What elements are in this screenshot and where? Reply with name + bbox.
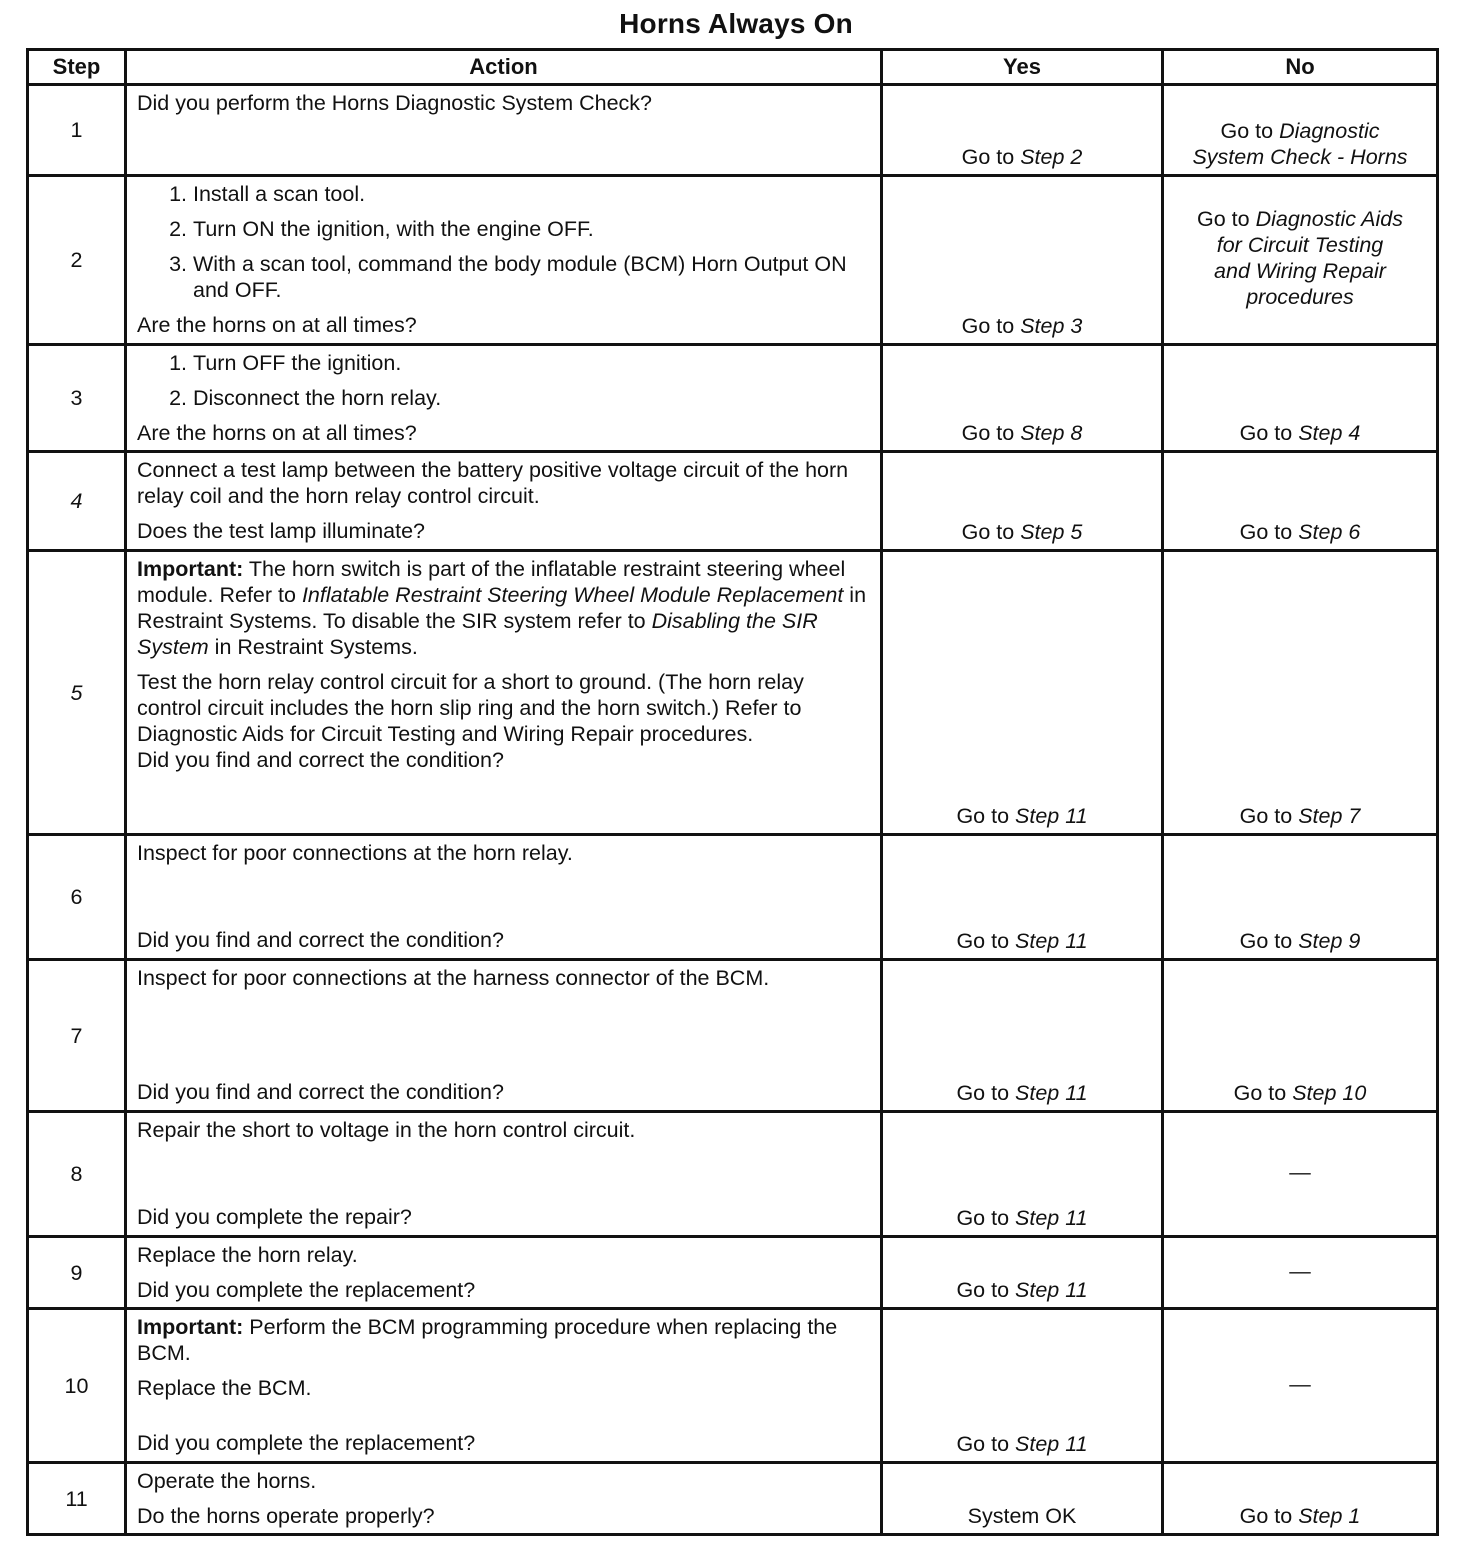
yes-cell bbox=[882, 452, 1163, 551]
header-no: No bbox=[1163, 50, 1438, 85]
action-list bbox=[137, 350, 870, 411]
step-number: 10 bbox=[28, 1309, 126, 1463]
yes-cell bbox=[882, 1237, 1163, 1309]
action-list-item: 1. Install a scan tool. bbox=[193, 181, 870, 207]
action-text: Operate the horns. bbox=[137, 1469, 317, 1493]
table-row bbox=[28, 85, 1438, 176]
procedure-link[interactable]: Disabling the SIR System bbox=[137, 609, 818, 659]
header-action: Action bbox=[126, 50, 882, 85]
action-text: Repair the short to voltage in the horn control circuit. bbox=[137, 1118, 636, 1142]
no-cell bbox=[1163, 551, 1438, 835]
procedure-link[interactable]: for Circuit Testing bbox=[1216, 233, 1384, 257]
action-cell bbox=[126, 960, 882, 1112]
no-cell bbox=[1163, 960, 1438, 1112]
no-cell bbox=[1163, 452, 1438, 551]
go-to-text: Go to bbox=[1239, 1504, 1293, 1528]
go-to-text: Go to bbox=[1220, 119, 1274, 143]
procedure-link[interactable]: Inflatable Restraint Steering Wheel Module Replacement bbox=[301, 583, 844, 607]
step-number: 7 bbox=[28, 960, 126, 1112]
action-question: Did you complete the replacement? bbox=[137, 1278, 476, 1302]
step-link[interactable]: Step 2 bbox=[1020, 145, 1083, 169]
action-cell bbox=[126, 1112, 882, 1237]
action-text: Inspect for poor connections at the horn relay. bbox=[137, 841, 573, 865]
go-to-text: Go to bbox=[961, 421, 1015, 445]
go-to-text: Go to bbox=[1239, 929, 1293, 953]
note-text: The horn switch is part of the inflatable restraint steering wheel module. Refer to bbox=[137, 557, 846, 607]
important-label: Important: bbox=[137, 1315, 244, 1339]
step-number: 2 bbox=[28, 176, 126, 345]
action-text: Replace the BCM. bbox=[137, 1376, 312, 1400]
action-cell bbox=[126, 452, 882, 551]
yes-cell bbox=[882, 176, 1163, 345]
action-list-item: 2. Disconnect the horn relay. bbox=[193, 385, 870, 411]
note-text: Perform the BCM programming procedure when replacing the BCM. bbox=[137, 1315, 838, 1365]
step-number: 11 bbox=[28, 1463, 126, 1535]
important-note bbox=[137, 556, 870, 660]
table-row bbox=[28, 1112, 1438, 1237]
action-text: Test the horn relay control circuit for a short to ground. (The horn relay control circuit includes the horn slip ring and the horn switch.) Refer to Diagnostic Aids for Circuit Testing and Wiring Repair procedures. bbox=[137, 670, 804, 746]
dash-mark: — bbox=[1289, 1160, 1311, 1184]
go-to-text: Go to bbox=[956, 1081, 1010, 1105]
table-row bbox=[28, 1463, 1438, 1535]
action-cell bbox=[126, 835, 882, 960]
no-cell bbox=[1163, 1112, 1438, 1237]
step-link[interactable]: Step 11 bbox=[1015, 1432, 1088, 1456]
go-to-text: Go to bbox=[1239, 421, 1293, 445]
step-link[interactable]: Step 6 bbox=[1298, 520, 1361, 544]
step-number: 4 bbox=[28, 452, 126, 551]
important-label: Important: bbox=[137, 557, 244, 581]
action-question: Do the horns operate properly? bbox=[137, 1504, 435, 1528]
step-link[interactable]: Step 8 bbox=[1020, 421, 1083, 445]
dash-mark: — bbox=[1289, 1258, 1311, 1283]
step-link[interactable]: Step 11 bbox=[1015, 1081, 1088, 1105]
no-cell bbox=[1163, 85, 1438, 176]
step-number: 1 bbox=[28, 85, 126, 176]
important-note bbox=[137, 1314, 870, 1366]
yes-cell bbox=[882, 1463, 1163, 1535]
yes-cell bbox=[882, 551, 1163, 835]
procedure-link[interactable]: procedures bbox=[1246, 285, 1354, 309]
yes-cell bbox=[882, 1112, 1163, 1237]
step-link[interactable]: Step 3 bbox=[1020, 314, 1083, 338]
yes-cell bbox=[882, 1309, 1163, 1463]
no-cell bbox=[1163, 345, 1438, 452]
no-cell bbox=[1163, 1237, 1438, 1309]
action-cell bbox=[126, 1237, 882, 1309]
no-cell bbox=[1163, 1309, 1438, 1463]
dash-mark: — bbox=[1289, 1371, 1311, 1396]
action-question: Did you complete the replacement? bbox=[137, 1431, 476, 1455]
step-link[interactable]: Step 5 bbox=[1020, 520, 1083, 544]
action-question: Does the test lamp illuminate? bbox=[137, 519, 426, 543]
table-row bbox=[28, 176, 1438, 345]
action-list-item: 3. With a scan tool, command the body module (BCM) Horn Output ON and OFF. bbox=[193, 251, 870, 303]
procedure-link[interactable]: System Check - Horns bbox=[1192, 145, 1408, 169]
go-to-text: Go to bbox=[1239, 804, 1293, 828]
result-text: System OK bbox=[967, 1504, 1077, 1528]
step-number: 8 bbox=[28, 1112, 126, 1237]
action-text: Connect a test lamp between the battery positive voltage circuit of the horn relay coil and the horn relay control circuit. bbox=[137, 458, 849, 508]
action-question: Are the horns on at all times? bbox=[137, 421, 417, 445]
action-text: Did you perform the Horns Diagnostic System Check? bbox=[137, 91, 653, 115]
go-to-text: Go to bbox=[961, 145, 1015, 169]
step-link[interactable]: Step 1 bbox=[1298, 1504, 1361, 1528]
action-list-item: 1. Turn OFF the ignition. bbox=[193, 350, 870, 376]
table-row bbox=[28, 960, 1438, 1112]
step-number: 3 bbox=[28, 345, 126, 452]
go-to-text: Go to bbox=[1239, 520, 1293, 544]
table-row bbox=[28, 835, 1438, 960]
action-question: Did you find and correct the condition? bbox=[137, 1080, 504, 1104]
yes-cell bbox=[882, 835, 1163, 960]
table-header-row bbox=[28, 50, 1438, 85]
action-cell bbox=[126, 345, 882, 452]
step-number: 5 bbox=[28, 551, 126, 835]
no-cell bbox=[1163, 1463, 1438, 1535]
action-question: Did you find and correct the condition? bbox=[137, 748, 504, 772]
step-link[interactable]: Step 7 bbox=[1298, 804, 1361, 828]
action-question: Did you complete the repair? bbox=[137, 1205, 412, 1229]
go-to-text: Go to bbox=[956, 1206, 1010, 1230]
note-text: in Restraint Systems. bbox=[214, 635, 418, 659]
action-text: Replace the horn relay. bbox=[137, 1243, 358, 1267]
table-row bbox=[28, 1237, 1438, 1309]
yes-cell bbox=[882, 85, 1163, 176]
action-list bbox=[137, 181, 870, 303]
table-row bbox=[28, 345, 1438, 452]
step-link[interactable]: Step 10 bbox=[1292, 1081, 1367, 1105]
go-to-text: Go to bbox=[956, 929, 1010, 953]
header-yes: Yes bbox=[882, 50, 1163, 85]
table-row bbox=[28, 452, 1438, 551]
action-text: Inspect for poor connections at the harness connector of the BCM. bbox=[137, 966, 770, 990]
note-text: in Restraint Systems. To disable the SIR system refer to bbox=[137, 583, 867, 633]
go-to-text: Go to bbox=[961, 520, 1015, 544]
table-row bbox=[28, 1309, 1438, 1463]
step-link[interactable]: Step 11 bbox=[1015, 1278, 1088, 1302]
action-question: Did you find and correct the condition? bbox=[137, 928, 504, 952]
no-cell bbox=[1163, 835, 1438, 960]
procedure-link[interactable]: and Wiring Repair bbox=[1214, 259, 1386, 283]
step-number: 9 bbox=[28, 1237, 126, 1309]
action-cell bbox=[126, 176, 882, 345]
step-link[interactable]: Step 11 bbox=[1015, 929, 1088, 953]
action-list-item: 2. Turn ON the ignition, with the engine OFF. bbox=[193, 216, 870, 242]
go-to-text: Go to bbox=[956, 804, 1010, 828]
no-cell bbox=[1163, 176, 1438, 345]
yes-cell bbox=[882, 960, 1163, 1112]
procedure-link[interactable]: Diagnostic bbox=[1279, 119, 1380, 143]
go-to-text: Go to bbox=[1197, 207, 1250, 231]
step-link[interactable]: Step 9 bbox=[1298, 929, 1361, 953]
table-row bbox=[28, 551, 1438, 835]
action-question: Are the horns on at all times? bbox=[137, 313, 417, 337]
yes-cell bbox=[882, 345, 1163, 452]
action-cell bbox=[126, 1463, 882, 1535]
go-to-text: Go to bbox=[956, 1278, 1010, 1302]
step-link[interactable]: Step 4 bbox=[1298, 421, 1361, 445]
procedure-link[interactable]: Diagnostic Aids bbox=[1255, 207, 1403, 231]
action-cell bbox=[126, 551, 882, 835]
action-cell bbox=[126, 85, 882, 176]
go-to-text: Go to bbox=[1233, 1081, 1287, 1105]
diagnostic-table bbox=[26, 48, 1439, 1536]
go-to-text: Go to bbox=[956, 1432, 1010, 1456]
action-cell bbox=[126, 1309, 882, 1463]
step-link[interactable]: Step 11 bbox=[1015, 1206, 1088, 1230]
step-number: 6 bbox=[28, 835, 126, 960]
go-to-text: Go to bbox=[961, 314, 1015, 338]
header-step: Step bbox=[28, 50, 126, 85]
step-link[interactable]: Step 11 bbox=[1015, 804, 1088, 828]
page-title: Horns Always On bbox=[619, 8, 853, 39]
